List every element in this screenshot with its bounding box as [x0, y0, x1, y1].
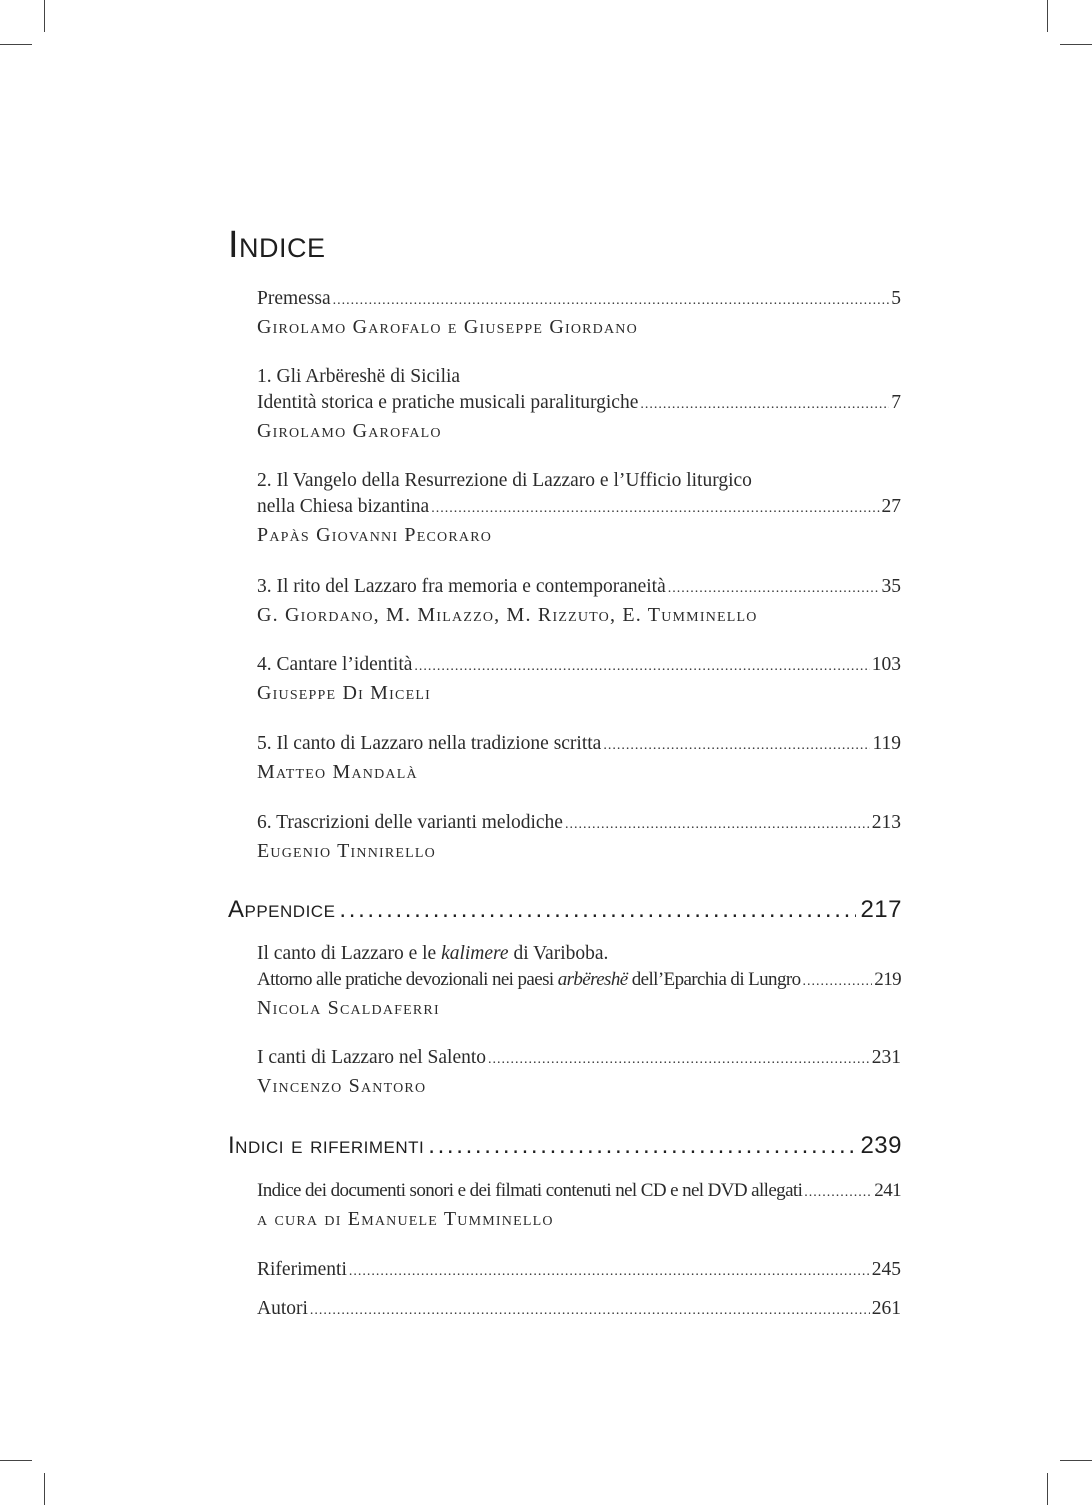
section-title: Appendice: [228, 896, 336, 923]
toc-entry[interactable]: [257, 1257, 901, 1285]
toc-entry-line: [257, 286, 901, 314]
title-text: di Variboba.: [508, 943, 609, 964]
crop-mark: [1047, 1473, 1048, 1505]
leader-dots: [603, 733, 870, 759]
section-heading-appendice[interactable]: [228, 896, 902, 924]
page-number: 27: [881, 496, 901, 517]
entry-title-line: 1. Gli Arbëreshë di Sicilia: [257, 366, 461, 387]
title-emphasis: arbëreshë: [557, 969, 628, 990]
leader-dots: [428, 1132, 856, 1160]
page-number: 7: [891, 392, 901, 413]
leader-dots: [414, 654, 869, 680]
toc-entry-line: [257, 731, 901, 759]
leader-dots: [339, 896, 856, 924]
entry-author: G. Giordano, M. Milazzo, M. Rizzuto, E. Tumminello: [257, 604, 758, 626]
section-title: Indici e riferimenti: [228, 1132, 425, 1159]
toc-entry-line: [257, 652, 901, 680]
entry-author: a cura di Emanuele Tumminello: [257, 1208, 554, 1230]
entry-author: Girolamo Garofalo e Giuseppe Giordano: [257, 316, 638, 338]
toc-entry-line: [257, 967, 901, 995]
crop-mark: [1047, 0, 1048, 32]
entry-title: Autori: [257, 1298, 308, 1319]
entry-author: Vincenzo Santoro: [257, 1075, 427, 1097]
leader-dots: [803, 969, 873, 995]
page-number: 5: [891, 288, 901, 309]
entry-title: 4. Cantare l’identità: [257, 654, 413, 675]
leader-dots: [333, 288, 890, 314]
crop-mark: [0, 44, 32, 45]
leader-dots: [565, 812, 870, 838]
entry-title: 3. Il rito del Lazzaro fra memoria e contemporaneità: [257, 576, 666, 597]
entry-title-line: [257, 941, 901, 967]
leader-dots: [804, 1180, 872, 1206]
page-number: 35: [881, 576, 901, 597]
entry-author: Papàs Giovanni Pecoraro: [257, 524, 493, 546]
page-number: 261: [871, 1298, 901, 1319]
section-heading-indici[interactable]: [228, 1132, 902, 1160]
toc-entry-line: [257, 1296, 901, 1324]
toc-entry[interactable]: [257, 468, 901, 548]
toc-entry-line: [257, 574, 901, 602]
toc-entry[interactable]: [257, 941, 901, 1021]
leader-dots: [488, 1047, 870, 1073]
title-emphasis: kalimere: [441, 943, 509, 964]
entry-title: Premessa: [257, 288, 331, 309]
leader-dots: [431, 496, 879, 522]
crop-mark: [44, 0, 45, 32]
entry-title: Indice dei documenti sonori e dei filmati contenuti nel CD e nel DVD allegati: [257, 1180, 803, 1201]
page-number: 241: [874, 1180, 901, 1201]
page-number: 217: [860, 896, 902, 923]
toc-entry-line: [257, 1257, 901, 1285]
page-number: 239: [860, 1132, 902, 1159]
page-number: 119: [872, 733, 901, 754]
toc-entry-line: [257, 494, 901, 522]
crop-mark: [44, 1473, 45, 1505]
page-number: 245: [871, 1259, 901, 1280]
leader-dots: [310, 1298, 870, 1324]
toc-entry[interactable]: [257, 652, 901, 706]
crop-mark: [0, 1460, 32, 1461]
entry-author: Eugenio Tinnirello: [257, 840, 436, 862]
entry-title: nella Chiesa bizantina: [257, 496, 430, 517]
page-number: 231: [871, 1047, 901, 1068]
toc-entry[interactable]: [257, 731, 901, 785]
toc-entry-line: [257, 1178, 901, 1206]
entry-author: Girolamo Garofalo: [257, 420, 442, 442]
entry-author: Giuseppe Di Miceli: [257, 682, 431, 704]
crop-mark: [1060, 44, 1092, 45]
page-number: 219: [874, 969, 901, 990]
page-number: 103: [871, 654, 901, 675]
entry-title: I canti di Lazzaro nel Salento: [257, 1047, 487, 1068]
leader-dots: [640, 392, 889, 418]
title-text: dell’Eparchia di Lungro: [627, 969, 801, 990]
entry-title: 6. Trascrizioni delle varianti melodiche: [257, 812, 563, 833]
toc-entry[interactable]: [257, 286, 901, 340]
toc-entry[interactable]: [257, 1045, 901, 1099]
toc-entry[interactable]: [257, 1296, 901, 1324]
crop-mark: [1060, 1460, 1092, 1461]
toc-entry-line: [257, 810, 901, 838]
toc-entry[interactable]: [257, 1178, 901, 1232]
entry-title: 5. Il canto di Lazzaro nella tradizione scritta: [257, 733, 602, 754]
toc-entry[interactable]: [257, 810, 901, 864]
toc-entry[interactable]: [257, 574, 901, 628]
page-title: Indice: [228, 224, 326, 266]
entry-title: Riferimenti: [257, 1259, 347, 1280]
toc-entry-line: [257, 390, 901, 418]
entry-title: Identità storica e pratiche musicali paraliturgiche: [257, 392, 639, 413]
title-text: Il canto di Lazzaro e le: [257, 943, 442, 964]
toc-entry[interactable]: [257, 364, 901, 444]
entry-title: [257, 967, 801, 993]
entry-author: Nicola Scaldaferri: [257, 997, 440, 1019]
page-number: 213: [871, 812, 901, 833]
leader-dots: [668, 576, 880, 602]
toc-entry-line: [257, 1045, 901, 1073]
entry-title-line: 2. Il Vangelo della Resurrezione di Lazzaro e l’Ufficio liturgico: [257, 470, 752, 491]
entry-author: Matteo Mandalà: [257, 761, 418, 783]
leader-dots: [349, 1259, 870, 1285]
title-text: Attorno alle pratiche devozionali nei paesi: [257, 969, 558, 990]
